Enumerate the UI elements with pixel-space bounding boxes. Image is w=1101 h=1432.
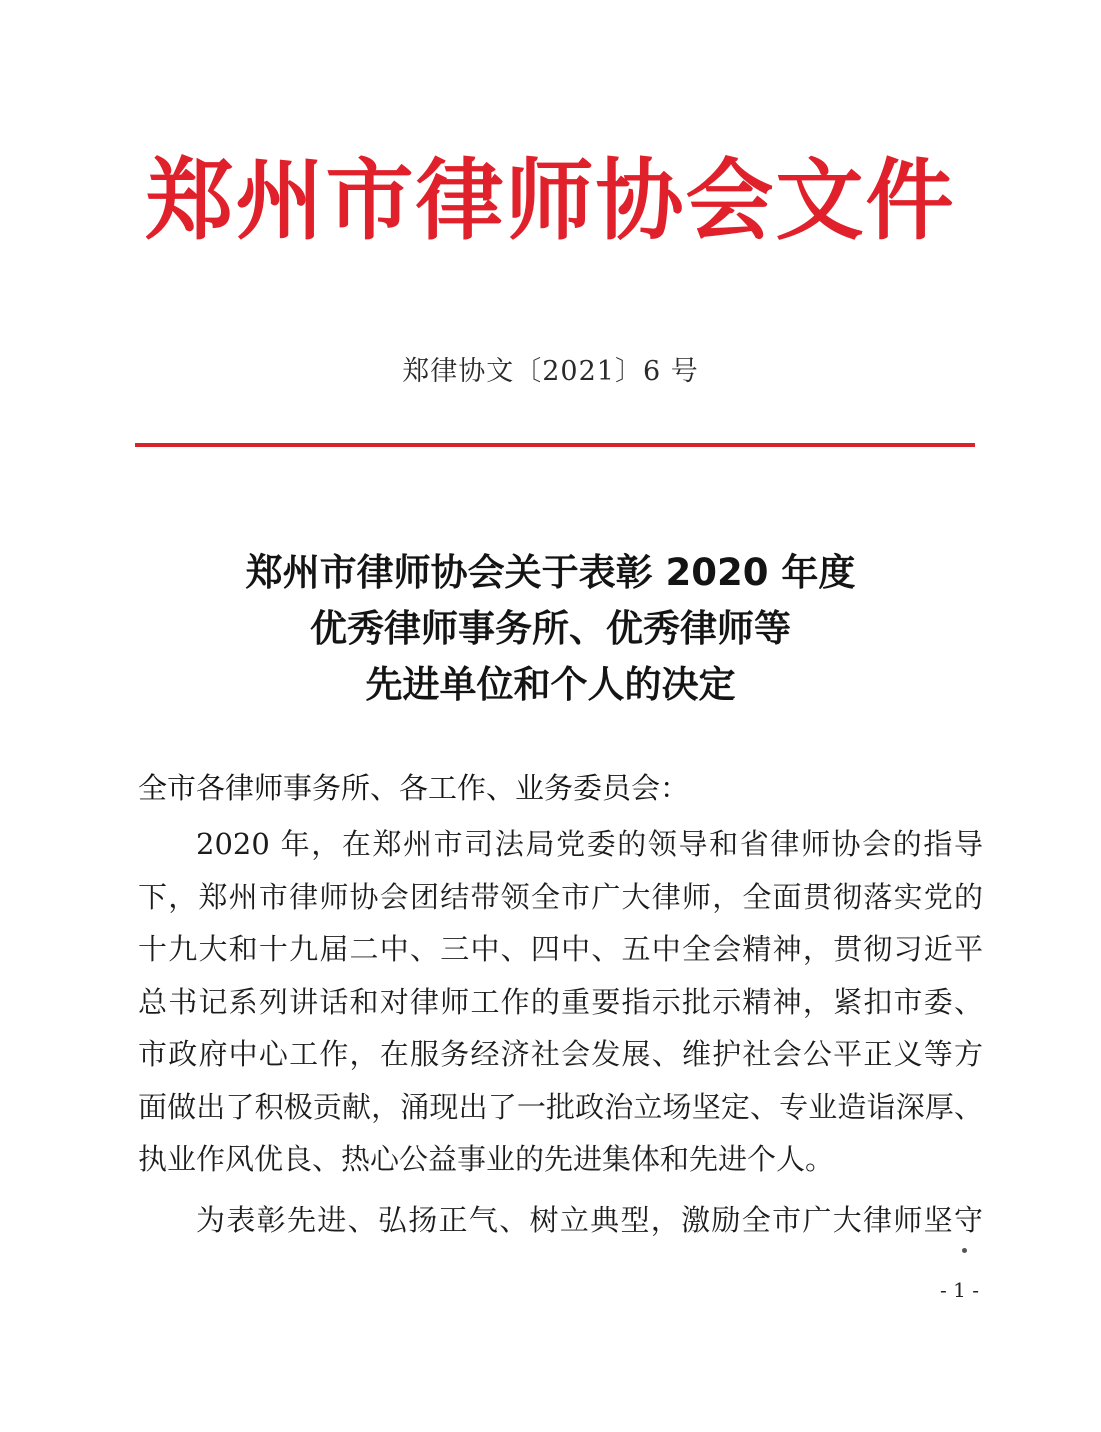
- body-line: 十九大和十九届二中、三中、四中、五中全会精神，贯彻习近平: [138, 932, 983, 966]
- body-line: 市政府中心工作，在服务经济社会发展、维护社会公平正义等方: [138, 1037, 983, 1071]
- body-line: 面做出了积极贡献，涌现出了一批政治立场坚定、专业造诣深厚、: [138, 1089, 983, 1124]
- scan-speck: [962, 1248, 967, 1253]
- body-line: 总书记系列讲话和对律师工作的重要指示批示精神，紧扣市委、: [138, 984, 983, 1019]
- title-line-3: 先进单位和个人的决定: [365, 663, 736, 706]
- title-line-2: 优秀律师事务所、优秀律师等: [310, 607, 791, 650]
- body-line: 2020 年，在郑州市司法局党委的领导和省律师协会的指导: [196, 827, 983, 861]
- issuer-title: 郑州市律师协会文件: [145, 148, 956, 252]
- paragraph-gap: [138, 1186, 983, 1194]
- page-number: - 1 -: [940, 1278, 979, 1302]
- document-title: [0, 545, 1101, 713]
- document-body: [138, 818, 983, 1246]
- title-line-1: 郑州市律师协会关于表彰 2020 年度: [245, 551, 856, 594]
- red-divider-rule: [135, 443, 975, 447]
- body-line: 执业作风优良、热心公益事业的先进集体和先进个人。: [138, 1142, 835, 1176]
- salutation: 全市各律师事务所、各工作、业务委员会：: [138, 771, 690, 805]
- body-line: 下，郑州市律师协会团结带领全市广大律师，全面贯彻落实党的: [138, 879, 983, 914]
- body-line: 为表彰先进、弘扬正气、树立典型，激励全市广大律师坚守: [196, 1202, 983, 1237]
- document-number: 郑律协文〔2021〕6 号: [402, 356, 699, 387]
